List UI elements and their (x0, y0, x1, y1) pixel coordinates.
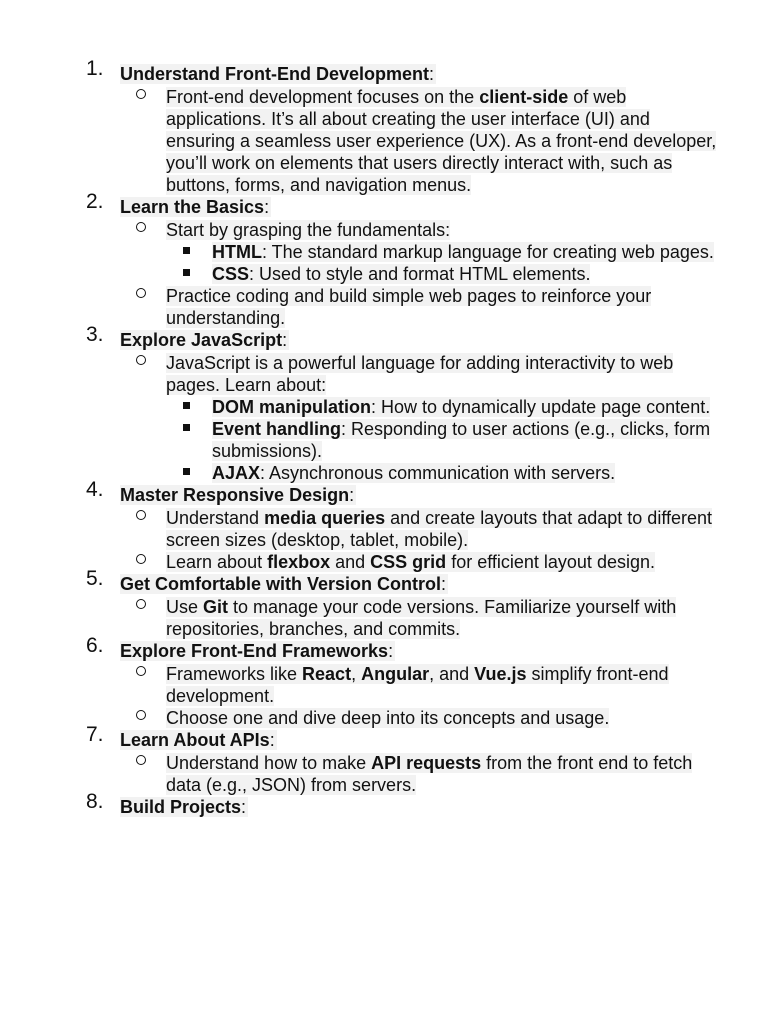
item-number: 6. (86, 634, 104, 657)
list-item (82, 323, 722, 484)
nested-list-item: AJAX: Asynchronous communication with servers. (212, 462, 722, 484)
circle-bullet-icon (136, 288, 146, 298)
sub-list-item: JavaScript is a powerful language for adding interactivity to web pages. Learn about: DOM manipulation: How to dynamically update page content. Event handling: Responding to user actions (e.g., clicks, form submissions). AJAX: Asynchronous communication with servers. (166, 352, 722, 484)
item-heading: 6. Explore Front-End Frameworks: (86, 634, 394, 661)
circle-bullet-icon (136, 89, 146, 99)
list-item (82, 478, 722, 573)
item-heading: 2. Learn the Basics: (86, 190, 270, 217)
sub-list (166, 663, 722, 729)
item-number: 3. (86, 323, 104, 346)
item-title: Learn the Basics (120, 197, 265, 217)
item-title: Explore JavaScript (120, 330, 283, 350)
item-number: 5. (86, 567, 104, 590)
sub-list (166, 752, 722, 796)
item-heading: 5. Get Comfortable with Version Control: (86, 567, 447, 594)
item-title: Explore Front-End Frameworks (120, 641, 389, 661)
sub-list-item: Learn about flexbox and CSS grid for efficient layout design. (166, 551, 722, 573)
item-heading: 3. Explore JavaScript: (86, 323, 288, 350)
item-number: 8. (86, 790, 104, 813)
circle-bullet-icon (136, 554, 146, 564)
item-number: 2. (86, 190, 104, 213)
sub-list-item: Practice coding and build simple web pages to reinforce your understanding. (166, 285, 722, 329)
square-bullet-icon (183, 424, 190, 431)
item-heading: 1. Understand Front-End Development: (86, 57, 435, 84)
sub-list-item: Understand how to make API requests from the front end to fetch data (e.g., JSON) from servers. (166, 752, 722, 796)
nested-list (212, 241, 722, 285)
circle-bullet-icon (136, 510, 146, 520)
sub-list-item: Front-end development focuses on the client-side of web applications. It’s all about creating the user interface (UI) and ensuring a seamless user experience (UX). As a front-end developer, you’ll work on elements that users directly interact with, such as buttons, forms, and navigation menus. (166, 86, 722, 196)
sub-list (166, 352, 722, 484)
sub-list (166, 507, 722, 573)
square-bullet-icon (183, 468, 190, 475)
circle-bullet-icon (136, 755, 146, 765)
item-title: Understand Front-End Development (120, 64, 430, 84)
nested-list-item: DOM manipulation: How to dynamically update page content. (212, 396, 722, 418)
nested-list-item: HTML: The standard markup language for creating web pages. (212, 241, 722, 263)
item-title: Build Projects (120, 797, 242, 817)
nested-list-item: CSS: Used to style and format HTML elements. (212, 263, 722, 285)
list-item (82, 190, 722, 329)
sub-list-item: Choose one and dive deep into its concepts and usage. (166, 707, 722, 729)
circle-bullet-icon (136, 710, 146, 720)
nested-list-item: Event handling: Responding to user actions (e.g., clicks, form submissions). (212, 418, 722, 462)
circle-bullet-icon (136, 222, 146, 232)
list-item (82, 634, 722, 729)
sub-list-item: Use Git to manage your code versions. Familiarize yourself with repositories, branches, and commits. (166, 596, 722, 640)
square-bullet-icon (183, 247, 190, 254)
nested-list (212, 396, 722, 484)
circle-bullet-icon (136, 599, 146, 609)
item-heading: 8. Build Projects: (86, 790, 247, 817)
item-number: 7. (86, 723, 104, 746)
sub-list-item: Frameworks like React, Angular, and Vue.js simplify front-end development. (166, 663, 722, 707)
item-title: Learn About APIs (120, 730, 270, 750)
circle-bullet-icon (136, 355, 146, 365)
item-number: 4. (86, 478, 104, 501)
sub-list-item: Understand media queries and create layouts that adapt to different screen sizes (desktop, tablet, mobile). (166, 507, 722, 551)
sub-list-item: Start by grasping the fundamentals: HTML: The standard markup language for creating web pages. CSS: Used to style and format HTML elements. (166, 219, 722, 285)
square-bullet-icon (183, 269, 190, 276)
list-item (82, 567, 722, 640)
sub-list (166, 86, 722, 196)
item-heading: 4. Master Responsive Design: (86, 478, 355, 505)
ordered-list (82, 57, 722, 819)
item-title: Master Responsive Design (120, 485, 350, 505)
list-item (82, 723, 722, 796)
list-item (82, 57, 722, 196)
sub-list (166, 596, 722, 640)
list-item (82, 790, 722, 819)
item-number: 1. (86, 57, 104, 80)
item-heading: 7. Learn About APIs: (86, 723, 275, 750)
item-title: Get Comfortable with Version Control (120, 574, 442, 594)
circle-bullet-icon (136, 666, 146, 676)
sub-list (166, 219, 722, 329)
square-bullet-icon (183, 402, 190, 409)
